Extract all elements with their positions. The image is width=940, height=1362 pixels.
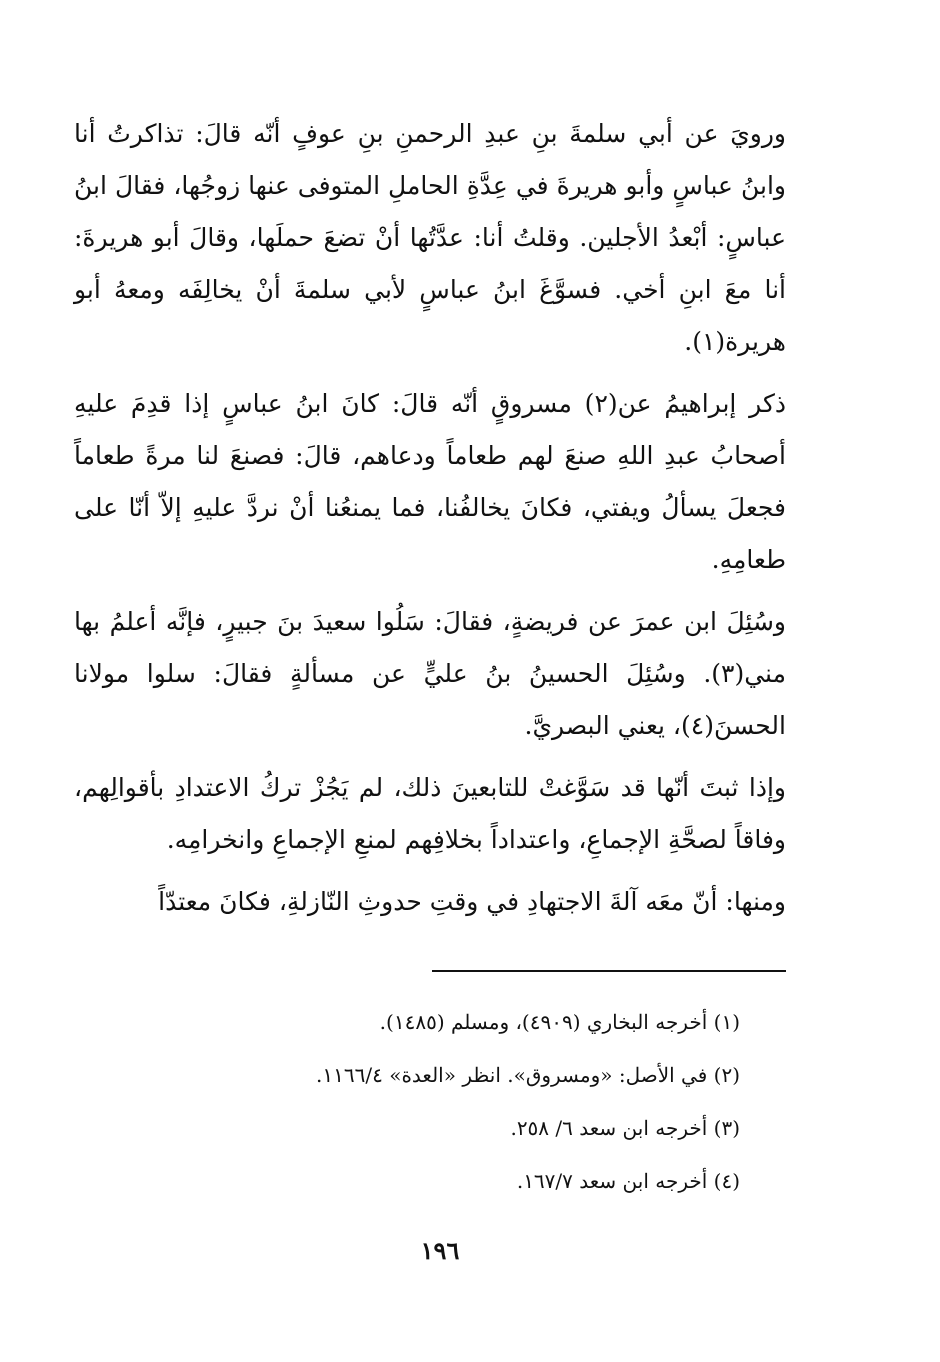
footnote: (٢) في الأصل: «ومسروق». انظر «العدة» ١١٦٦/٤. xyxy=(316,1063,740,1087)
footnote: (٣) أخرجه ابن سعد ٦/ ٢٥٨. xyxy=(510,1116,740,1140)
main-text xyxy=(74,108,786,938)
paragraph: وإذا ثبتَ أنّها قد سَوَّغتْ للتابعينَ ذلك، لم يَجُزْ تركُ الاعتدادِ بأقوالِهم، وفاقاً لصحَّةِ الإجماعِ، واعتداداً بخلافِهم لمنعِ الإجماعِ وانخرامِه. xyxy=(74,773,786,854)
paragraph: ذكر إبراهيمُ عن(٢) مسروقٍ أنّه قالَ: كانَ ابنُ عباسٍ إذا قدِمَ عليهِ أصحابُ عبدِ اللهِ صنعَ لهم طعاماً ودعاهم، قالَ: فصنعَ لنا مرةً طعاماً فجعلَ يسألُ ويفتي، فكانَ يخالفُنا، فما يمنعُنا أنْ نردَّ عليهِ إلاّ أنّا على طعامِهِ. xyxy=(74,389,786,574)
paragraph: وسُئِلَ ابن عمرَ عن فريضةٍ، فقالَ: سَلُوا سعيدَ بنَ جبيرٍ، فإنَّه أعلمُ بها مني(٣). وسُئِلَ الحسينُ بنُ عليٍّ عن مسألةٍ فقالَ: سلوا مولانا الحسنَ(٤)، يعني البصريَّ. xyxy=(74,607,786,740)
footnote-separator xyxy=(432,970,786,972)
paragraph: ومنها: أنّ معَه آلةَ الاجتهادِ في وقتِ حدوثِ النّازلةِ، فكانَ معتدّاً xyxy=(158,887,786,916)
footnote: (٤) أخرجه ابن سعد ١٦٧/٧. xyxy=(516,1169,740,1193)
paragraph: ورويَ عن أبي سلمةَ بنِ عبدِ الرحمنِ بنِ عوفٍ أنّه قالَ: تذاكرتُ أنا وابنُ عباسٍ وأبو هريرةَ في عِدَّةِ الحاملِ المتوفى عنها زوجُها، فقالَ ابنُ عباسٍ: أبْعدُ الأجلين. وقلتُ أنا: عدَّتُها أنْ تضعَ حملَها، وقالَ أبو هريرةَ: أنا معَ ابنِ أخي. فسوَّغَ ابنُ عباسٍ لأبي سلمةَ أنْ يخالِفَه ومعهُ أبو هريرة(١). xyxy=(74,119,786,356)
footnote: (١) أخرجه البخاري (٤٩٠٩)، ومسلم (١٤٨٥). xyxy=(379,1010,740,1034)
page-number: ١٩٦ xyxy=(420,1236,460,1265)
footnotes xyxy=(120,996,740,1208)
